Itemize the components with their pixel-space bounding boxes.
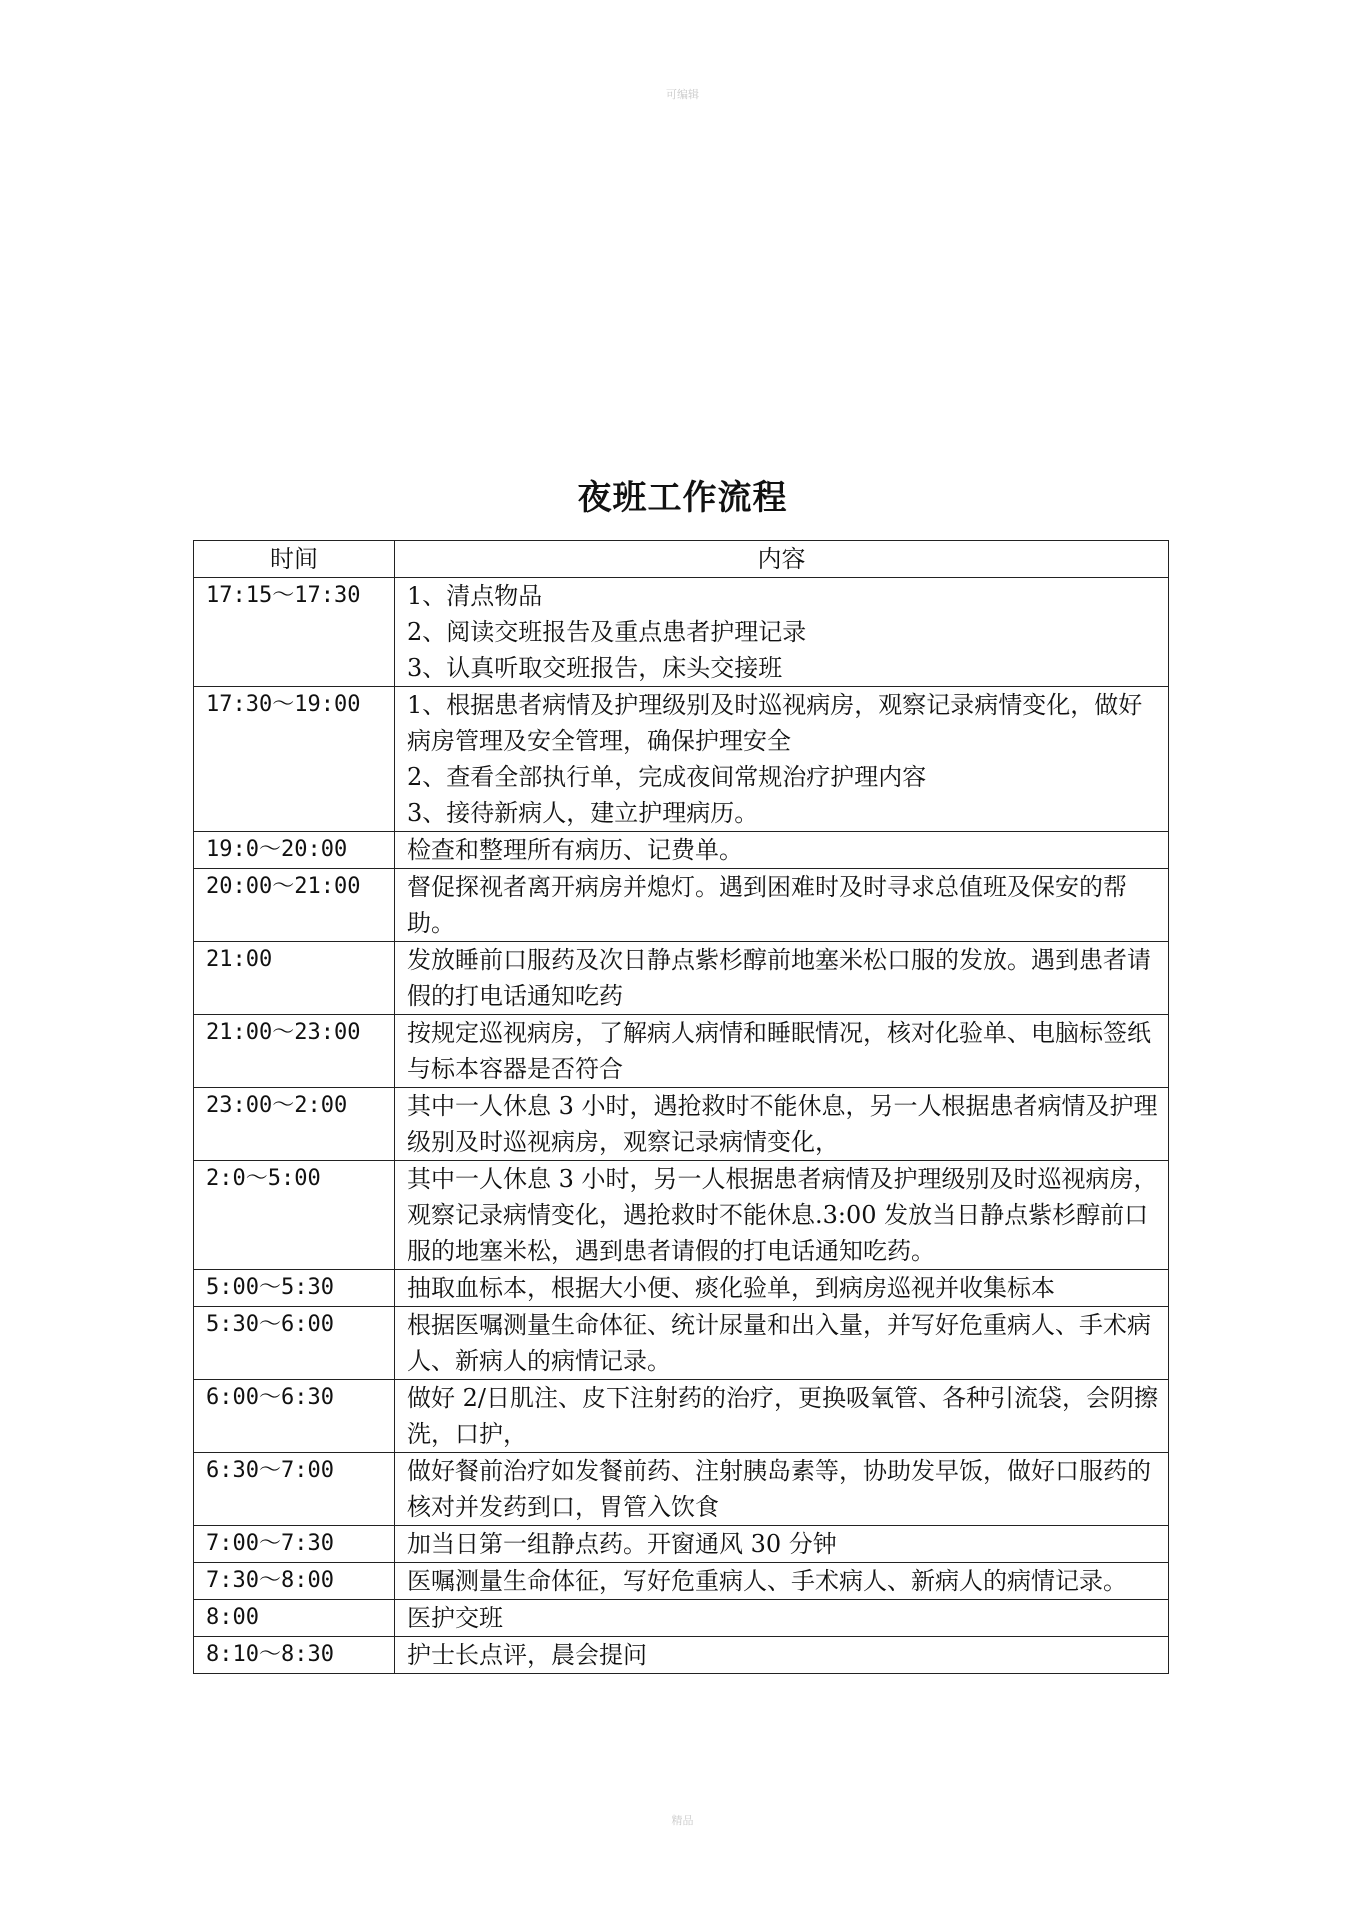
content-line: 其中一人休息 3 小时，另一人根据患者病情及护理级别及时巡视病房，观察记录病情变化，遇抢救时不能休息.3:00 发放当日静点紫杉醇前口服的地塞米松，遇到患者请假的打电话通知吃药。	[407, 1165, 1158, 1265]
content-cell	[395, 1563, 1169, 1600]
content-line: 1、清点物品	[407, 582, 543, 610]
table-row	[194, 578, 1169, 687]
content-line: 医嘱测量生命体征，写好危重病人、手术病人、新病人的病情记录。	[407, 1567, 1127, 1595]
time-cell: 5:00～5:30	[194, 1270, 395, 1307]
table-row	[194, 1526, 1169, 1563]
time-cell: 8:10～8:30	[194, 1637, 395, 1674]
time-cell: 20:00～21:00	[194, 869, 395, 942]
table-row	[194, 1453, 1169, 1526]
table-header-row	[194, 541, 1169, 578]
content-line: 其中一人休息 3 小时，遇抢救时不能休息，另一人根据患者病情及护理级别及时巡视病房，观察记录病情变化，	[407, 1092, 1158, 1156]
header-watermark: 可编辑	[666, 89, 699, 101]
time-cell: 21:00～23:00	[194, 1015, 395, 1088]
time-cell: 19:0～20:00	[194, 832, 395, 869]
table-row	[194, 1563, 1169, 1600]
content-line: 护士长点评，晨会提问	[407, 1641, 647, 1669]
content-line: 3、认真听取交班报告，床头交接班	[407, 654, 783, 682]
table-row	[194, 687, 1169, 832]
content-cell	[395, 1015, 1169, 1088]
time-cell: 17:30～19:00	[194, 687, 395, 832]
content-cell	[395, 1161, 1169, 1270]
table-row	[194, 1600, 1169, 1637]
table-row	[194, 942, 1169, 1015]
content-line: 做好 2/日肌注、皮下注射药的治疗，更换吸氧管、各种引流袋，会阴擦洗，口护，	[407, 1384, 1158, 1448]
document-title: 夜班工作流程	[577, 478, 788, 518]
table-row	[194, 1380, 1169, 1453]
time-cell: 7:30～8:00	[194, 1563, 395, 1600]
content-cell	[395, 1307, 1169, 1380]
table-row	[194, 1015, 1169, 1088]
table-row	[194, 1088, 1169, 1161]
night-shift-schedule-table	[193, 540, 1169, 1674]
column-header-content: 内容	[395, 541, 1169, 578]
content-line: 加当日第一组静点药。开窗通风 30 分钟	[407, 1530, 837, 1558]
time-cell: 8:00	[194, 1600, 395, 1637]
time-cell: 6:00～6:30	[194, 1380, 395, 1453]
content-line: 医护交班	[407, 1604, 503, 1632]
table-row	[194, 1637, 1169, 1674]
content-cell	[395, 1526, 1169, 1563]
time-cell: 7:00～7:30	[194, 1526, 395, 1563]
content-cell	[395, 1270, 1169, 1307]
table-row	[194, 1270, 1169, 1307]
content-cell	[395, 1088, 1169, 1161]
content-cell	[395, 869, 1169, 942]
column-header-time: 时间	[194, 541, 395, 578]
content-line: 抽取血标本，根据大小便、痰化验单，到病房巡视并收集标本	[407, 1274, 1055, 1302]
table-row	[194, 832, 1169, 869]
table-row	[194, 1161, 1169, 1270]
footer-watermark: 精品	[671, 1815, 694, 1827]
content-cell	[395, 1600, 1169, 1637]
time-cell: 17:15～17:30	[194, 578, 395, 687]
time-cell: 6:30～7:00	[194, 1453, 395, 1526]
content-cell	[395, 942, 1169, 1015]
content-line: 根据医嘱测量生命体征、统计尿量和出入量，并写好危重病人、手术病人、新病人的病情记录。	[407, 1311, 1151, 1375]
content-line: 1、根据患者病情及护理级别及时巡视病房，观察记录病情变化，做好病房管理及安全管理，确保护理安全	[407, 691, 1143, 755]
table-body	[194, 578, 1169, 1674]
content-cell	[395, 578, 1169, 687]
time-cell: 2:0～5:00	[194, 1161, 395, 1270]
time-cell: 5:30～6:00	[194, 1307, 395, 1380]
time-cell: 21:00	[194, 942, 395, 1015]
content-cell	[395, 1453, 1169, 1526]
content-line: 做好餐前治疗如发餐前药、注射胰岛素等，协助发早饭，做好口服药的核对并发药到口，胃管入饮食	[407, 1457, 1151, 1521]
table-row	[194, 1307, 1169, 1380]
time-cell: 23:00～2:00	[194, 1088, 395, 1161]
content-cell	[395, 1380, 1169, 1453]
content-line: 3、接待新病人，建立护理病历。	[407, 799, 759, 827]
content-cell	[395, 687, 1169, 832]
content-cell	[395, 832, 1169, 869]
content-line: 发放睡前口服药及次日静点紫杉醇前地塞米松口服的发放。遇到患者请假的打电话通知吃药	[407, 946, 1151, 1010]
content-line: 按规定巡视病房，了解病人病情和睡眠情况，核对化验单、电脑标签纸与标本容器是否符合	[407, 1019, 1151, 1083]
content-line: 2、阅读交班报告及重点患者护理记录	[407, 618, 807, 646]
content-line: 2、查看全部执行单，完成夜间常规治疗护理内容	[407, 763, 927, 791]
content-line: 督促探视者离开病房并熄灯。遇到困难时及时寻求总值班及保安的帮助。	[407, 873, 1127, 937]
content-line: 检查和整理所有病历、记费单。	[407, 836, 743, 864]
table-row	[194, 869, 1169, 942]
content-cell	[395, 1637, 1169, 1674]
